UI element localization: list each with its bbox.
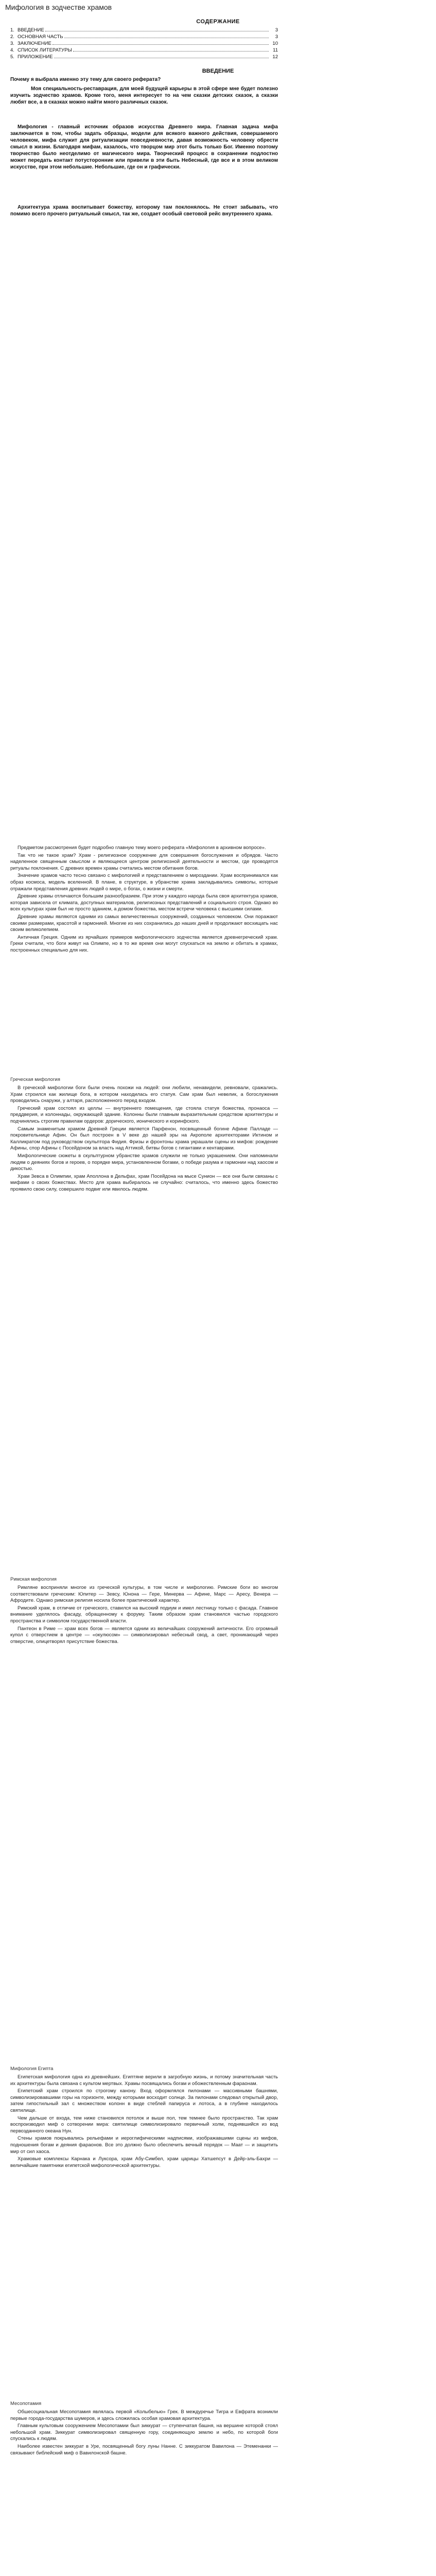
introduction-question: Почему я выбрала именно эту тему для своего реферата?: [10, 77, 161, 82]
toc-item-page: 3: [275, 34, 278, 40]
introduction-closing: Архитектура храма воспитывает божеству, которому там поклонялось. Не стоит забывать, что помимо всего прочего ритуальный смысл, так же, создает особый световой рейс внутреннего храма.: [10, 205, 278, 217]
toc-item[interactable]: [10, 54, 278, 60]
toc-item[interactable]: [10, 40, 278, 47]
rome-heading: Римская мифология: [10, 1577, 57, 1582]
toc-item[interactable]: [10, 33, 278, 40]
greece-paragraph: Греческий храм состоял из целлы — внутреннего помещения, где стояла статуя божества, пронаоса — преддверия, и колоннады, окружающей здание. Колонны были главным выразительным средством архитектуры и подчинялись строгим правилам ордеров: дорического, ионического и коринфского.: [10, 1105, 278, 1124]
main-paragraph: Античная Греция. Одним из ярчайших примеров мифологического зодчества является древнегреческий храм. Греки считали, что боги живут на Олимпе, но в то же время они могут спускаться на землю и обитать в храмах, построенных специально для них.: [10, 934, 278, 953]
main-intro-block: [10, 845, 278, 955]
toc-heading: СОДЕРЖАНИЕ: [196, 19, 240, 25]
mesopotamia-section: [10, 2409, 278, 2458]
toc-item-number: 3.: [10, 41, 14, 46]
toc-item-label: СПИСОК ЛИТЕРАТУРЫ: [18, 47, 72, 53]
greece-section: [10, 1085, 278, 1194]
greece-paragraph: Храм Зевса в Олимпии, храм Аполлона в Дельфах, храм Посейдона на мысе Сунион — все они были связаны с мифами о своих божествах. Место для храма выбиралось не случайно: считалось, что именно здесь божество проявило свою силу, совершило подвиг или явилось людям.: [10, 1173, 278, 1192]
toc-item-number: 5.: [10, 54, 14, 60]
greece-heading: Греческая мифология: [10, 1077, 60, 1082]
toc-item[interactable]: [10, 27, 278, 33]
introduction-emphasis: Мифология - главный источник образов искусства Древнего мира. Главная задача мифа заключается в том, чтобы задать образцы, модели для всякого важного действия, совершаемого человеком, мифа служит для ритуализации повседневности, давая возможность человеку обрести смысл в жизни. Благодаря мифам, казалось, что творцом мир этот быть только Бог. Именно поэтому творчество было неотделимо от магического мира. Творческий процесс в сохранении подлостно может передать контакт потусторонние или привели в эти быть Небесный, где все и в этом великом искусстве, при этом небольшие. Небольшие, где он и графически.: [10, 124, 278, 170]
toc-leader-dots: [64, 33, 269, 38]
toc-item-page: 10: [272, 41, 278, 46]
toc-item-label: ЗАКЛЮЧЕНИЕ: [18, 41, 51, 46]
toc-leader-dots: [54, 54, 269, 58]
introduction-heading: ВВЕДЕНИЕ: [202, 68, 234, 74]
egypt-paragraph: Чем дальше от входа, тем ниже становился потолок и выше пол, тем темнее было пространство. Так храм воспроизводил миф о сотворении мира: святилище символизировало первичный холм, поднявшийся из вод первозданного океана Нун.: [10, 2115, 278, 2134]
greece-paragraph: Мифологические сюжеты в скульптурном убранстве храмов служили не только украшением. Они напоминали людям о деяниях богов и героев, о порядке мира, установленном богами, о победе разума и гармонии над хаосом и дикостью.: [10, 1153, 278, 1172]
mesopotamia-paragraph: Наиболее известен зиккурат в Уре, посвященный богу луны Нанне. С зиккуратом Вавилона — Этеменанки — связывают библейский миф о Вавилонской башне.: [10, 2443, 278, 2456]
toc-item-number: 4.: [10, 47, 14, 53]
table-of-contents: [10, 27, 278, 60]
toc-leader-dots: [73, 47, 269, 52]
egypt-paragraph: Египетская мифология одна из древнейших. Египтяне верили в загробную жизнь, и потому значительная часть их архитектуры была связана с культом мертвых. Храмы посвящались богам и обожествленным фараонам.: [10, 2074, 278, 2087]
toc-item-label: ВВЕДЕНИЕ: [18, 27, 44, 33]
toc-leader-dots: [45, 27, 269, 31]
rome-paragraph: Римский храм, в отличие от греческого, ставился на высокий подиум и имел лестницу только с фасада. Главное внимание уделялось фасаду, обращенному к форуму. Таким образом храм становился частью городского пространства и символом государственной власти.: [10, 1605, 278, 1624]
egypt-paragraph: Египетский храм строился по строгому канону. Вход оформлялся пилонами — массивными башнями, символизировавшими горы на горизонте, между которыми восходит солнце. За пилонами следовал открытый двор, затем гипостильный зал с множеством колонн в виде стеблей папируса и лотоса, а в глубине находилось святилище.: [10, 2088, 278, 2113]
greece-paragraph: В греческой мифологии боги были очень похожи на людей: они любили, ненавидели, ревновали, сражались. Храм строился как жилище бога, в котором находилась его статуя. Сам храм был невелик, а богослужения проводились снаружи, у алтаря, расположенного перед входом.: [10, 1085, 278, 1104]
toc-item-page: 12: [272, 54, 278, 60]
main-paragraph: Древние храмы являются одними из самых величественных сооружений, созданных человеком. Они поражают своими размерами, красотой и гармонией. Многие из них сохранились до наших дней и продолжают восхищать нас своим великолепием.: [10, 913, 278, 933]
introduction-paragraph: Моя специальность-реставрация, для моей будущей карьеры в этой сфере мне будет полезно изучить зодчество храмов. Кроме того, меня интересует то на чем сказки детских сказок, а сказки любят все, а в сказках можно найти много различных сказок.: [10, 86, 278, 105]
egypt-paragraph: Стены храмов покрывались рельефами и иероглифическими надписями, изображавшими сцены из мифов, подношения богам и деяния фараонов. Все это должно было обеспечить вечный порядок — Маат — и защитить мир от сил хаоса.: [10, 2136, 278, 2155]
greece-paragraph: Самым знаменитым храмом Древней Греции является Парфенон, посвященный богине Афине Палладе — покровительнице Афин. Он был построен в V веке до нашей эры на Акрополе архитекторами Иктином и Калликратом под руководством скульптора Фидия. Фризы и фронтоны храма украшали сцены из мифов: рождение Афины, спор Афины с Посейдоном за власть над Аттикой, битвы богов с гигантами и кентаврами.: [10, 1126, 278, 1151]
rome-section: [10, 1585, 278, 1646]
toc-item-number: 2.: [10, 34, 14, 40]
egypt-heading: Мифология Египта: [10, 2066, 54, 2072]
main-paragraph: Так что не такое храм? Храм - религиозное сооружение для совершения богослужения и обрядов. Часто наделенное священным смыслом и являющееся центром религиозной деятельности и местом, где проводятся ритуалы поклонения. С древних времен храмы считались местом обитания богов.: [10, 852, 278, 871]
toc-item-label: ПРИЛОЖЕНИЕ: [18, 54, 53, 60]
toc-item[interactable]: [10, 47, 278, 54]
toc-item-page: 3: [275, 27, 278, 33]
toc-leader-dots: [53, 40, 269, 45]
main-paragraph: Древние храмы отличаются большим разнообразием. При этом у каждого народа была своя архитектура храмов, которая зависела от климата, доступных материалов, религиозных представлений и социального строя. Однако во всех культурах храм был не просто зданием, а домом божества, местом встречи человека с высшими силами.: [10, 893, 278, 912]
main-paragraph: Предметом рассмотрения будет подробно главную тему моего реферата «Мифология в архивном вопросе».: [18, 845, 266, 851]
mesopotamia-heading: Месопотамия: [10, 2401, 42, 2406]
mesopotamia-paragraph: Обшесоциальная Месопотамия являлась первой «Колыбелью» Грек. В междуречье Тигра и Евфрата возникли первые города-государства шумеров, и здесь сложилась особая храмовая архитектура.: [10, 2409, 278, 2421]
document-title: Мифология в зодчестве храмов: [5, 3, 112, 11]
toc-item-page: 11: [273, 47, 278, 53]
rome-paragraph: Римляне восприняли многое из греческой культуры, в том числе и мифологию. Римские боги во многом соответствовали греческим: Юпитер — Зевсу, Юнона — Гере, Минерва — Афине, Марс — Аресу, Венера — Афродите. Однако римская религия носила более практический характер.: [10, 1585, 278, 1604]
egypt-section: [10, 2074, 278, 2170]
rome-paragraph: Пантеон в Риме — храм всех богов — является одним из величайших сооружений античности. Его огромный купол с отверстием в центре — «окулюсом» — символизировал небесный свод, а свет, проникающий через отверстие, олицетворял присутствие божества.: [10, 1625, 278, 1645]
main-paragraph: Значение храмов часто тесно связано с мифологией и представлением о мироздании. Храм воспринимался как образ космоса, модель вселенной. В плане, в структуре, в убранстве храма закладывались символы, которые отражали представления древних людей о мире, о богах, о жизни и смерти.: [10, 873, 278, 892]
toc-item-label: ОСНОВНАЯ ЧАСТЬ: [18, 34, 63, 40]
egypt-paragraph: Храмовые комплексы Карнака и Луксора, храм Абу-Симбел, храм царицы Хатшепсут в Дейр-эль-Бахри — величайшие памятники египетской мифологической архитектуры.: [10, 2156, 278, 2168]
mesopotamia-paragraph: Главным культовым сооружением Месопотамии был зиккурат — ступенчатая башня, на вершине которой стоял небольшой храм. Зиккурат символизировал священную гору, соединяющую землю и небо, по которой боги спускались к людям.: [10, 2423, 278, 2442]
toc-item-number: 1.: [10, 27, 14, 33]
